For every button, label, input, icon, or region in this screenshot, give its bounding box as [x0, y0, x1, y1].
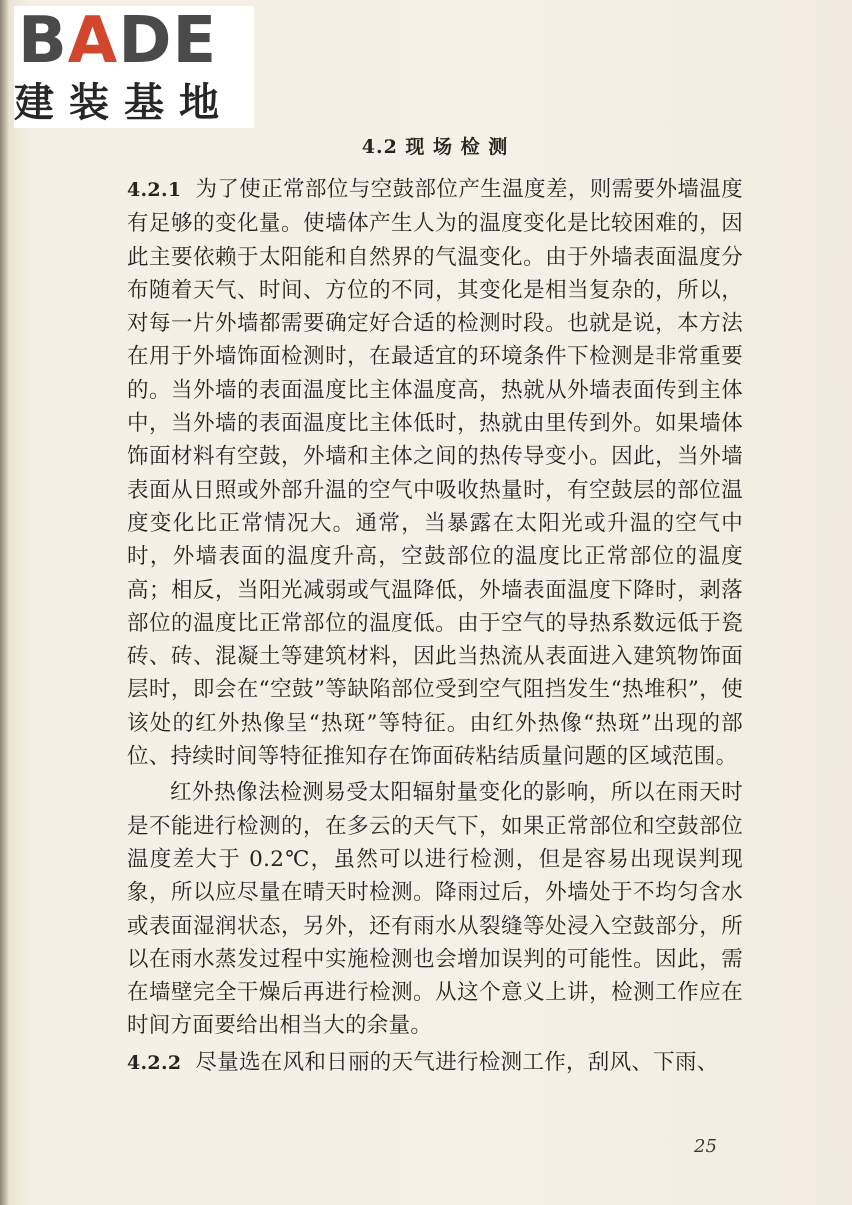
logo-wordmark: [18, 6, 217, 76]
clause-number: 4.2.1: [127, 179, 182, 201]
logo-letter-b: B: [18, 4, 68, 78]
logo-letters-de: DE: [118, 4, 218, 78]
bade-logo: [14, 6, 254, 128]
page-number: 25: [694, 1136, 717, 1157]
clause-4-2-2: [127, 1046, 743, 1080]
logo-chinese-text: 建装基地: [14, 80, 234, 126]
clause-text: 为了使正常部位与空鼓部位产生温度差，则需要外墙温度有足够的变化量。使墙体产生人为的温度变化是比较困难的，因此主要依赖于太阳能和自然界的气温变化。由于外墙表面温度分布随着天气、时间、方位的不同，其变化是相当复杂的，所以，对每一片外墙都需要确定好合适的检测时段。也就是说，本方法在用于外墙饰面检测时，在最适宜的环境条件下检测是非常重要的。当外墙的表面温度比主体温度高，热就从外墙表面传到主体中，当外墙的表面温度比主体低时，热就由里传到外。如果墙体饰面材料有空鼓，外墙和主体之间的热传导变小。因此，当外墙表面从日照或外部升温的空气中吸收热量时，有空鼓层的部位温度变化比正常情况大。通常，当暴露在太阳光或升温的空气中时，外墙表面的温度升高，空鼓部位的温度比正常部位的温度高；相反，当阳光减弱或气温降低，外墙表面温度下降时，剥落部位的温度比正常部位的温度低。由于空气的导热系数远低于瓷砖、砖、混凝土等建筑材料，因此当热流从表面进入建筑物饰面层时，即会在“空鼓”等缺陷部位受到空气阻挡发生“热堆积”，使该处的红外热像呈“热斑”等特征。由红外热像“热斑”出现的部位、持续时间等特征推知存在饰面砖粘结质量问题的区域范围。: [127, 177, 743, 770]
logo-letter-a: A: [67, 4, 119, 78]
clause-text: 尽量选在风和日丽的天气进行检测工作，刮风、下雨、: [195, 1049, 719, 1075]
clause-text: 红外热像法检测易受太阳辐射量变化的影响，所以在雨天时是不能进行检测的，在多云的天气下，如果正常部位和空鼓部位温度差大于 0.2℃，虽然可以进行检测，但是容易出现误判现象，所以应尽量在晴天时检测。降雨过后，外墙处于不均匀含水或表面湿润状态，另外，还有雨水从裂缝等处浸入空鼓部分，所以在雨水蒸发过程中实施检测也会增加误判的可能性。因此，需在墙壁完全干燥后再进行检测。从这个意义上讲，检测工作应在时间方面要给出相当大的余量。: [127, 780, 743, 1039]
clause-number: 4.2.2: [127, 1051, 182, 1074]
clause-4-2-1: [127, 173, 743, 773]
page-content: [127, 125, 743, 1080]
section-title: 4.2 现 场 检 测: [361, 136, 509, 158]
clause-4-2-1-continued: [127, 776, 743, 1042]
